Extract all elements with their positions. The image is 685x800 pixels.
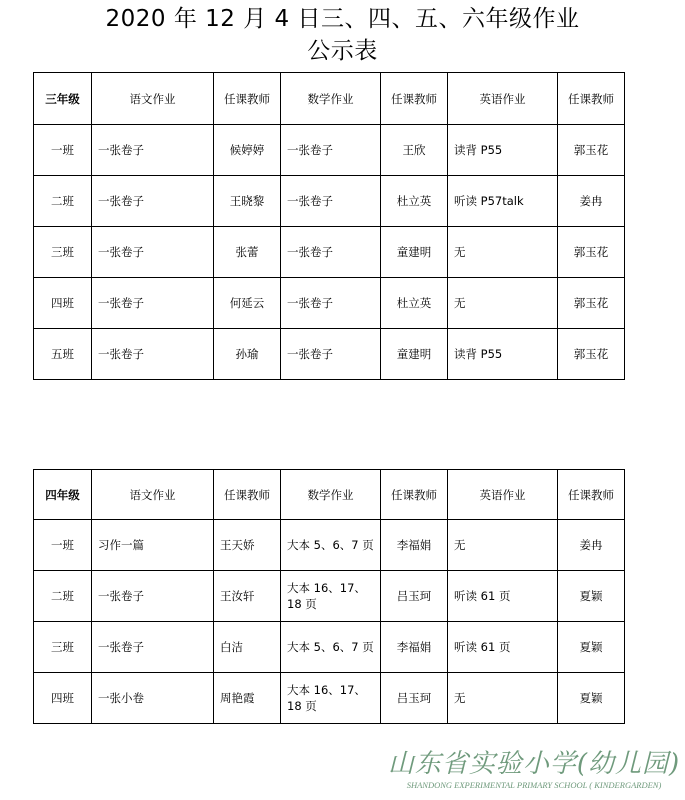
class-cell: 三班 — [34, 227, 92, 278]
chinese-homework-header: 语文作业 — [92, 470, 214, 520]
teacher-cell: 张蕾 — [214, 227, 281, 278]
class-cell: 四班 — [34, 278, 92, 329]
teacher-cell: 杜立英 — [381, 176, 448, 227]
table-row — [34, 520, 625, 571]
teacher-header: 任课教师 — [381, 73, 448, 125]
table-row — [34, 227, 625, 278]
teacher-header: 任课教师 — [214, 470, 281, 520]
teacher-cell: 吕玉珂 — [381, 571, 448, 622]
chinese-homework-cell: 一张卷子 — [92, 329, 214, 380]
teacher-cell: 王晓黎 — [214, 176, 281, 227]
teacher-cell: 郭玉花 — [558, 278, 625, 329]
teacher-cell: 童建明 — [381, 227, 448, 278]
chinese-homework-cell: 一张卷子 — [92, 125, 214, 176]
teacher-header: 任课教师 — [214, 73, 281, 125]
table-row — [34, 673, 625, 724]
teacher-cell: 姜冉 — [558, 176, 625, 227]
table-header-row — [34, 470, 625, 520]
teacher-header: 任课教师 — [558, 470, 625, 520]
school-name-cn: 山东省实验小学(幼儿园) — [387, 749, 681, 779]
math-homework-cell: 一张卷子 — [281, 125, 381, 176]
math-homework-cell: 一张卷子 — [281, 329, 381, 380]
english-homework-cell: 无 — [448, 673, 558, 724]
class-cell: 一班 — [34, 125, 92, 176]
school-name-en: SHANDONG EXPERIMENTAL PRIMARY SCHOOL ( KINDERGARDEN) — [406, 780, 662, 790]
english-homework-cell: 读背 P55 — [448, 329, 558, 380]
teacher-cell: 李福娟 — [381, 622, 448, 673]
english-homework-cell: 听读 P57talk — [448, 176, 558, 227]
english-homework-cell: 听读 61 页 — [448, 622, 558, 673]
table-header-row — [34, 73, 625, 125]
english-homework-header: 英语作业 — [448, 73, 558, 125]
table-row — [34, 278, 625, 329]
chinese-homework-cell: 一张卷子 — [92, 571, 214, 622]
teacher-cell: 郭玉花 — [558, 125, 625, 176]
teacher-header: 任课教师 — [381, 470, 448, 520]
class-cell: 五班 — [34, 329, 92, 380]
math-homework-header: 数学作业 — [281, 73, 381, 125]
teacher-cell: 候婷婷 — [214, 125, 281, 176]
english-homework-cell: 听读 61 页 — [448, 571, 558, 622]
teacher-cell: 郭玉花 — [558, 329, 625, 380]
page-subtitle: 公示表 — [307, 38, 378, 64]
class-cell: 三班 — [34, 622, 92, 673]
class-cell: 二班 — [34, 571, 92, 622]
teacher-cell: 白洁 — [214, 622, 281, 673]
math-homework-cell: 大本 5、6、7 页 — [281, 622, 381, 673]
teacher-cell: 孙瑜 — [214, 329, 281, 380]
chinese-homework-header: 语文作业 — [92, 73, 214, 125]
math-homework-cell: 一张卷子 — [281, 227, 381, 278]
class-cell: 二班 — [34, 176, 92, 227]
table-row — [34, 571, 625, 622]
english-homework-cell: 无 — [448, 227, 558, 278]
chinese-homework-cell: 一张卷子 — [92, 176, 214, 227]
school-logo — [384, 748, 684, 790]
teacher-cell: 童建明 — [381, 329, 448, 380]
grade-4-homework-table — [33, 469, 625, 724]
english-homework-cell: 无 — [448, 278, 558, 329]
chinese-homework-cell: 一张卷子 — [92, 278, 214, 329]
table-row — [34, 176, 625, 227]
english-homework-header: 英语作业 — [448, 470, 558, 520]
teacher-cell: 何延云 — [214, 278, 281, 329]
teacher-header: 任课教师 — [558, 73, 625, 125]
chinese-homework-cell: 习作一篇 — [92, 520, 214, 571]
teacher-cell: 王汝轩 — [214, 571, 281, 622]
math-homework-cell: 大本 16、17、18 页 — [281, 673, 381, 724]
english-homework-cell: 无 — [448, 520, 558, 571]
table-row — [34, 329, 625, 380]
teacher-cell: 周艳霞 — [214, 673, 281, 724]
math-homework-cell: 大本 5、6、7 页 — [281, 520, 381, 571]
math-homework-header: 数学作业 — [281, 470, 381, 520]
teacher-cell: 杜立英 — [381, 278, 448, 329]
teacher-cell: 李福娟 — [381, 520, 448, 571]
teacher-cell: 夏颖 — [558, 673, 625, 724]
grade-header: 四年级 — [34, 470, 92, 520]
class-cell: 一班 — [34, 520, 92, 571]
table-row — [34, 125, 625, 176]
math-homework-cell: 一张卷子 — [281, 278, 381, 329]
page-title: 2020 年 12 月 4 日三、四、五、六年级作业 — [105, 6, 580, 32]
class-cell: 四班 — [34, 673, 92, 724]
chinese-homework-cell: 一张卷子 — [92, 622, 214, 673]
math-homework-cell: 一张卷子 — [281, 176, 381, 227]
teacher-cell: 夏颖 — [558, 622, 625, 673]
table-row — [34, 622, 625, 673]
teacher-cell: 郭玉花 — [558, 227, 625, 278]
grade-3-homework-table — [33, 72, 625, 380]
teacher-cell: 吕玉珂 — [381, 673, 448, 724]
english-homework-cell: 读背 P55 — [448, 125, 558, 176]
math-homework-cell: 大本 16、17、18 页 — [281, 571, 381, 622]
chinese-homework-cell: 一张卷子 — [92, 227, 214, 278]
grade-header: 三年级 — [34, 73, 92, 125]
teacher-cell: 王天娇 — [214, 520, 281, 571]
teacher-cell: 姜冉 — [558, 520, 625, 571]
chinese-homework-cell: 一张小卷 — [92, 673, 214, 724]
teacher-cell: 王欣 — [381, 125, 448, 176]
teacher-cell: 夏颖 — [558, 571, 625, 622]
